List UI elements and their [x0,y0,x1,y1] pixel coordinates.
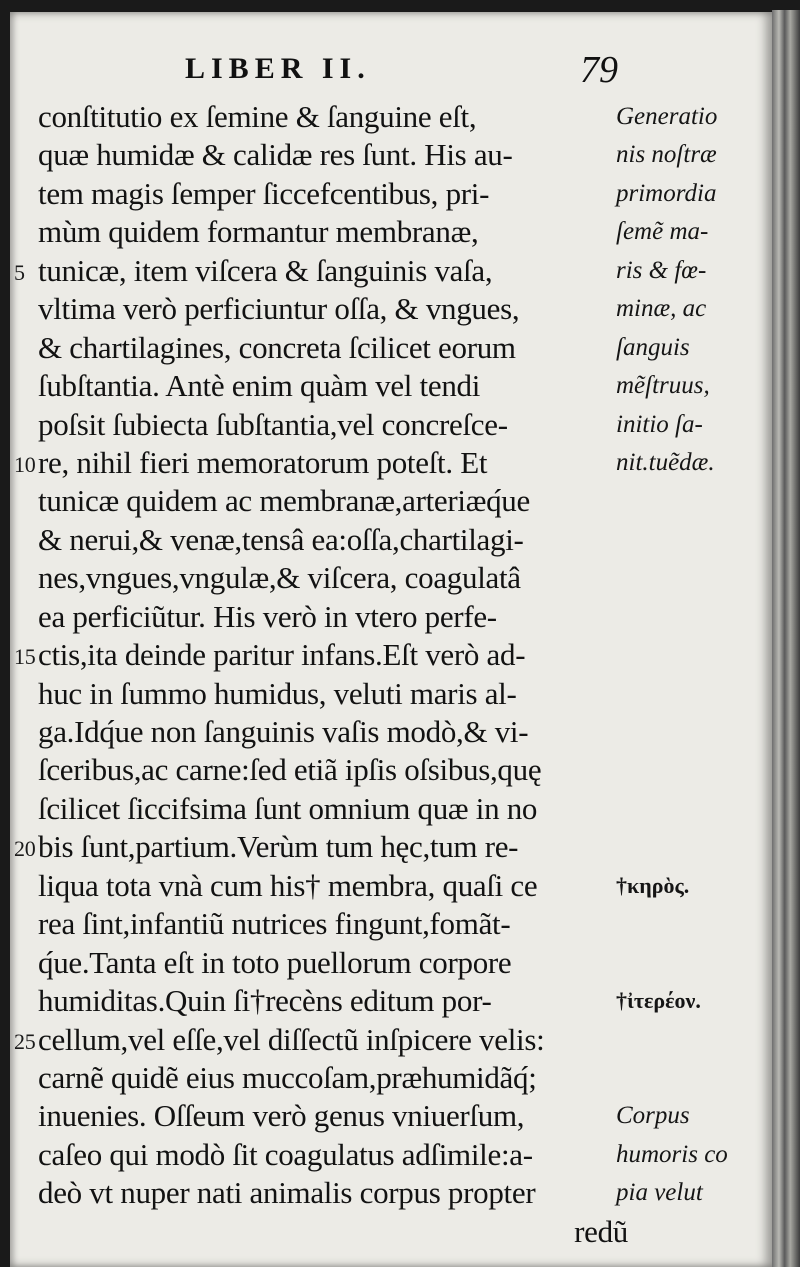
line-text: & chartilagines, concreta ſcilicet eorum [38,329,516,365]
page-number: 79 [580,49,618,91]
text-line [38,559,628,597]
line-text: carnẽ quidẽ eius muccoſam,præhumidãq́; [38,1059,537,1095]
margin-note-line: †ἰτερέον. [616,988,701,1014]
line-text: rea ſint,infantiũ nutrices fingunt,fomãt- [38,906,511,942]
margin-note-line [616,944,776,982]
margin-note-line [616,790,776,828]
line-number: 5 [14,259,25,285]
page-header [10,42,772,92]
margin-note-line: Generatio [616,103,718,130]
text-line [14,1021,628,1059]
line-text: q́ue.Tanta eſt in toto puellorum corpore [38,944,512,980]
line-text: re, nihil fieri memoratorum poteſt. Et [38,444,488,480]
text-line [38,213,628,251]
line-text: humiditas.Quin ſi†recèns editum por- [38,983,492,1019]
text-line [38,175,628,213]
line-text: conſtitutio ex ſemine & ſanguine eſt, [38,99,477,134]
line-text: ga.Idq́ue non ſanguinis vaſis modò,& vi- [38,714,529,749]
line-text: vltima verò perficiuntur oſſa, & vngues, [38,291,520,327]
line-text: tem magis ſemper ſiccefcentibus, pri- [38,175,490,211]
text-line [38,290,628,328]
line-text: inuenies. Oſſeum verò genus vniuerſum, [38,1098,525,1134]
margin-note-line: minæ, ac [616,295,707,323]
text-line [38,98,628,136]
line-text: & nerui,& venæ,tensâ ea:oſſa,chartilagi- [38,521,524,557]
margin-note-line: mẽſtruus, [616,372,710,400]
line-text: ſubſtantia. Antè enim quàm vel tendi [38,368,481,404]
text-line [38,790,628,828]
book-fore-edge [772,10,800,1267]
line-text: huc in ſummo humidus, veluti maris al- [38,675,517,711]
text-line [38,675,628,713]
margin-note-line [616,598,776,636]
text-line [14,444,628,482]
book-page [10,12,772,1267]
line-number: 15 [14,644,36,670]
text-line [38,1059,628,1097]
text-line [38,329,628,367]
line-text: mùm quidem formantur membranæ, [38,214,479,250]
text-line [38,867,628,905]
text-line [38,905,628,943]
text-line [38,1097,628,1135]
margin-note-line [616,482,776,520]
margin-note-line [616,1059,776,1097]
margin-note-line [616,636,776,674]
line-text: nes,vngues,vngulæ,& viſcera, coagulatâ [38,560,521,596]
text-line [38,751,628,789]
line-text: bis ſunt,partium.Verùm tum hęc,tum re- [38,829,519,865]
margin-note-line [616,713,776,751]
margin-note-line [616,751,776,789]
margin-note-line: pia velut [616,1179,703,1207]
line-text: quæ humidæ & calidæ res ſunt. His au- [38,137,513,173]
margin-note-line: ris & fœ- [616,256,707,284]
line-text: tunicæ, item viſcera & ſanguinis vaſa, [38,252,493,288]
margin-note-line: ſemẽ ma- [616,218,709,246]
line-number: 25 [14,1028,36,1054]
text-line [38,1174,628,1212]
margin-note-line: initio ſa- [616,410,703,438]
catchword: redũ [574,1213,628,1249]
margin-note-line [616,905,776,943]
line-text: ctis,ita deinde paritur infans.Eſt verò ad- [38,637,526,673]
text-line [38,598,628,636]
line-text: ea perficiũtur. His verò in vtero perfe- [38,598,497,634]
text-line [38,1136,628,1174]
text-line [38,136,628,174]
margin-note-line [616,828,776,866]
text-line [38,367,628,405]
margin-note-line: primordia [616,179,717,207]
margin-note-line [616,1021,776,1059]
margin-note-line [616,675,776,713]
main-text-block [14,98,628,1251]
text-line [38,406,628,444]
text-line [38,482,628,520]
margin-note-line: †κηρὸς. [616,872,690,898]
margin-note-line [616,521,776,559]
line-text: cellum,vel eſſe,vel diſſectũ inſpicere velis: [38,1021,545,1057]
marginal-notes [616,98,776,1213]
line-text: tunicæ quidem ac membranæ,arteriæq́ue [38,483,530,519]
running-head: LIBER II. [185,52,371,85]
margin-note-line [616,559,776,597]
line-text: ſcilicet ſiccifsima ſunt omnium quæ in no [38,790,538,826]
line-text: deò vt nuper nati animalis corpus propter [38,1175,536,1211]
text-line [38,713,628,751]
margin-note-line: ſanguis [616,333,690,361]
margin-note-line: Corpus [616,1102,690,1130]
text-line [14,828,628,866]
text-line [38,944,628,982]
margin-note-line: nit.tuẽdæ. [616,448,715,476]
text-line [38,521,628,559]
text-line [14,252,628,290]
line-text: liqua tota vnà cum his† membra, quaſi ce [38,867,538,903]
line-number: 20 [14,836,36,862]
line-text: ſceribus,ac carne:ſed etiã ipſis oſsibus,quę [38,752,542,788]
line-text: poſsit ſubiecta ſubſtantia,vel concreſce- [38,406,508,442]
text-line [38,982,628,1020]
line-number: 10 [14,451,36,477]
text-line [14,636,628,674]
line-text: caſeo qui modò ſit coagulatus adſimile:a- [38,1136,533,1172]
margin-note-line: humoris co [616,1140,728,1168]
margin-note-line: nis noſtræ [616,141,717,169]
